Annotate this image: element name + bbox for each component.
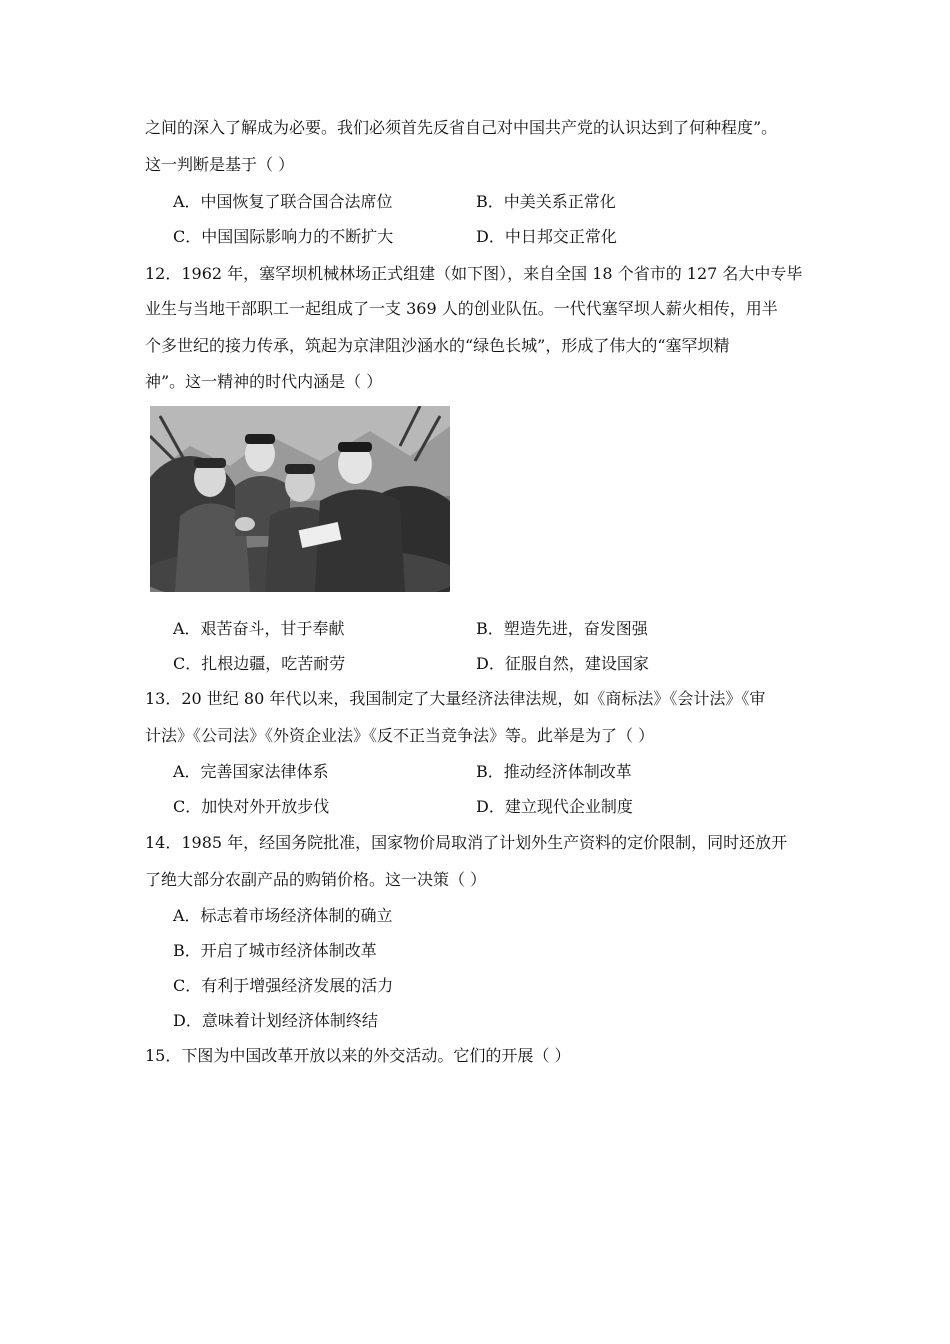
q13-stem-line-1: 13．20 世纪 80 年代以来，我国制定了大量经济法律法规，如《商标法》《会计法》《审 <box>145 689 766 708</box>
q14-option-d: D．意味着计划经济体制终结 <box>173 1011 378 1030</box>
q12-stem-line-1: 12．1962 年，塞罕坝机械林场正式组建（如下图），来自全国 18 个省市的 127 名大中专毕 <box>145 264 803 283</box>
q14-stem-line-1: 14．1985 年，经国务院批准，国家物价局取消了计划外生产资料的定价限制，同时还放开 <box>145 833 788 852</box>
q15-stem-line-1: 15．下图为中国改革开放以来的外交活动。它们的开展（ ） <box>145 1046 571 1065</box>
q12-option-d: D．征服自然，建设国家 <box>476 654 649 673</box>
q12-option-c: C．扎根边疆，吃苦耐劳 <box>173 654 346 673</box>
q12-stem-line-2: 业生与当地干部职工一起组成了一支 369 人的创业队伍。一代代塞罕坝人薪火相传，用半 <box>145 299 778 318</box>
q14-option-c: C．有利于增强经济发展的活力 <box>173 976 394 995</box>
q11-option-c: C．中国国际影响力的不断扩大 <box>173 227 394 246</box>
q13-option-c: C．加快对外开放步伐 <box>173 797 330 816</box>
q12-option-b: B．塑造先进，奋发图强 <box>476 619 648 638</box>
saihanba-photo-illustration <box>150 406 450 592</box>
q13-option-b: B．推动经济体制改革 <box>476 762 632 781</box>
q13-option-a: A．完善国家法律体系 <box>173 762 329 781</box>
q11-option-a: A．中国恢复了联合国合法席位 <box>173 192 393 211</box>
q14-option-b: B．开启了城市经济体制改革 <box>173 941 377 960</box>
q12-stem-line-3: 个多世纪的接力传承，筑起为京津阻沙涵水的“绿色长城”，形成了伟大的“塞罕坝精 <box>145 336 730 355</box>
q11-stem-line-1: 之间的深入了解成为必要。我们必须首先反省自己对中国共产党的认识达到了何种程度”。 <box>145 118 778 137</box>
q13-stem-line-2: 计法》《公司法》《外资企业法》《反不正当竞争法》等。此举是为了（ ） <box>145 726 655 745</box>
q11-option-d: D．中日邦交正常化 <box>476 227 617 246</box>
q14-stem-line-2: 了绝大部分农副产品的购销价格。这一决策（ ） <box>145 870 487 889</box>
q11-stem-line-2: 这一判断是基于（ ） <box>145 155 295 174</box>
saihanba-photo <box>150 406 450 592</box>
q12-option-a: A．艰苦奋斗，甘于奉献 <box>173 619 345 638</box>
q12-stem-line-4: 神”。这一精神的时代内涵是（ ） <box>145 372 383 391</box>
q11-option-b: B．中美关系正常化 <box>476 192 616 211</box>
q13-option-d: D．建立现代企业制度 <box>476 797 633 816</box>
q14-option-a: A．标志着市场经济体制的确立 <box>173 906 393 925</box>
